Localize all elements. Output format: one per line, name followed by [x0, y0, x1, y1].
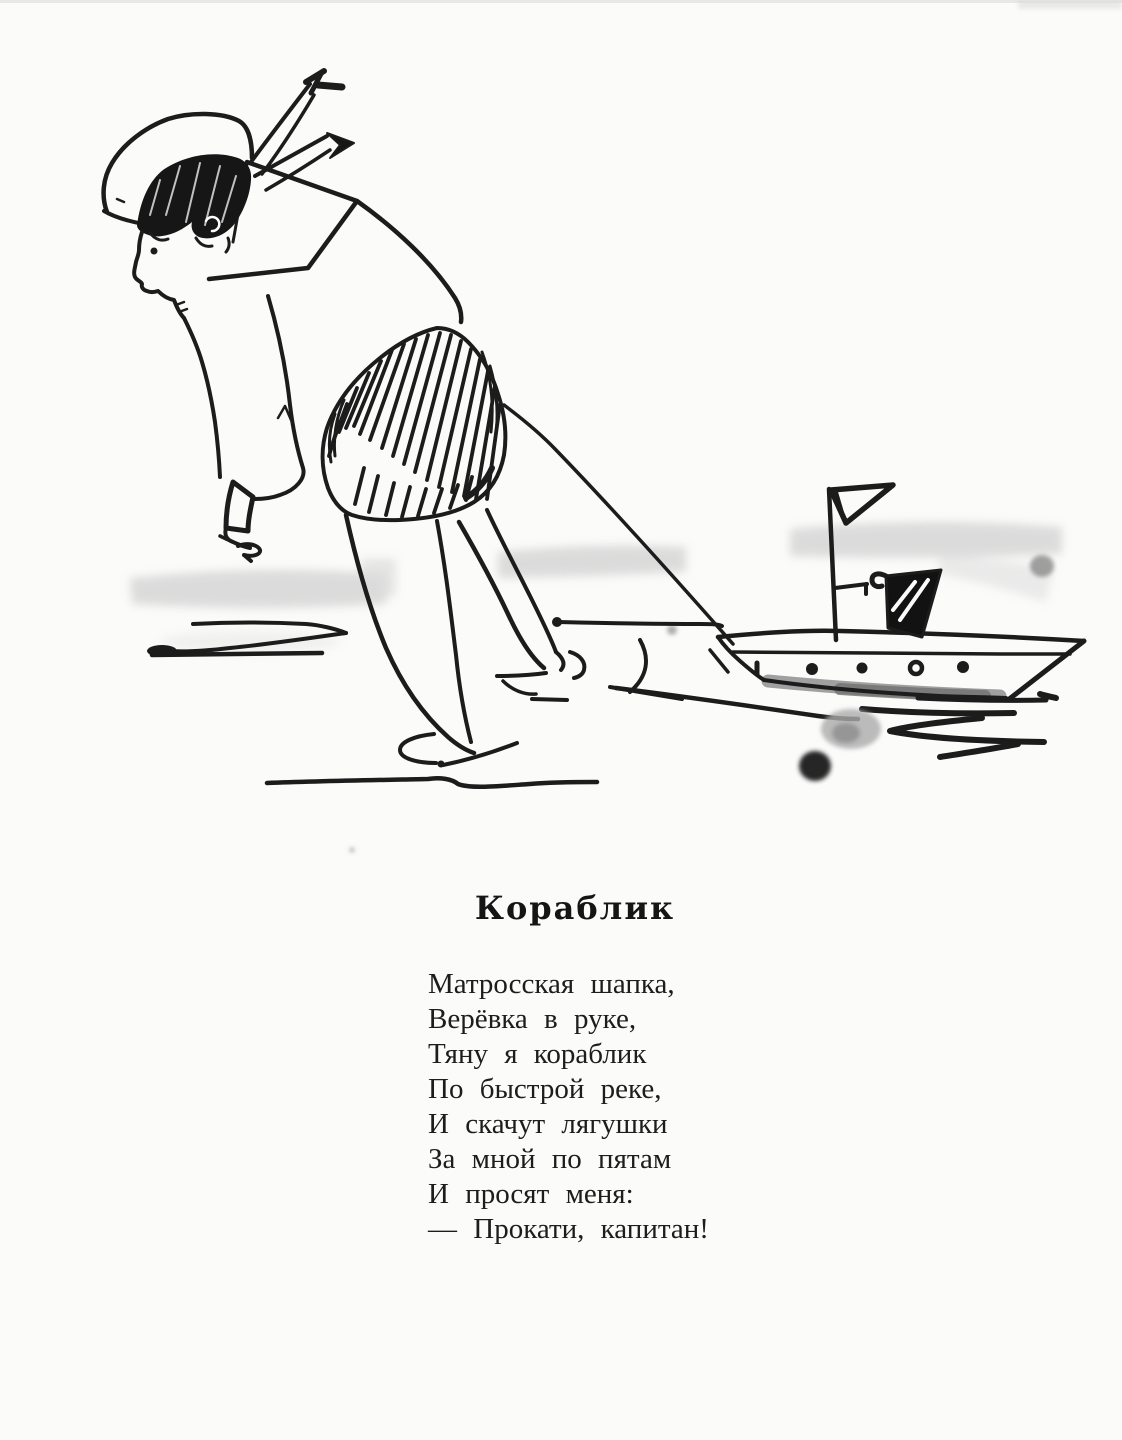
poem-line: И просят меня: — [428, 1178, 634, 1210]
eye — [151, 248, 158, 255]
hat-ribbons — [251, 71, 354, 190]
poem-line: — Прокати, капитан! — [428, 1213, 709, 1245]
legs — [346, 510, 563, 753]
mast — [829, 489, 836, 640]
portholes — [757, 661, 969, 675]
poem-line: И скачут лягушки — [428, 1108, 668, 1140]
poem-title: Кораблик — [474, 889, 676, 927]
poem — [428, 967, 709, 1247]
poem-line: Матросская шапка, — [428, 968, 675, 1000]
poem-line: По быстрой реке, — [428, 1073, 662, 1105]
funnel — [872, 570, 941, 637]
pull-rope — [504, 405, 733, 644]
mast-bracket — [835, 584, 867, 594]
poem-line: За мной по пятам — [428, 1143, 672, 1175]
shorts — [323, 328, 506, 520]
face — [134, 232, 184, 318]
poem-line: Тяну я кораблик — [428, 1038, 647, 1070]
poem-line: Верёвка в руке, — [428, 1003, 637, 1035]
